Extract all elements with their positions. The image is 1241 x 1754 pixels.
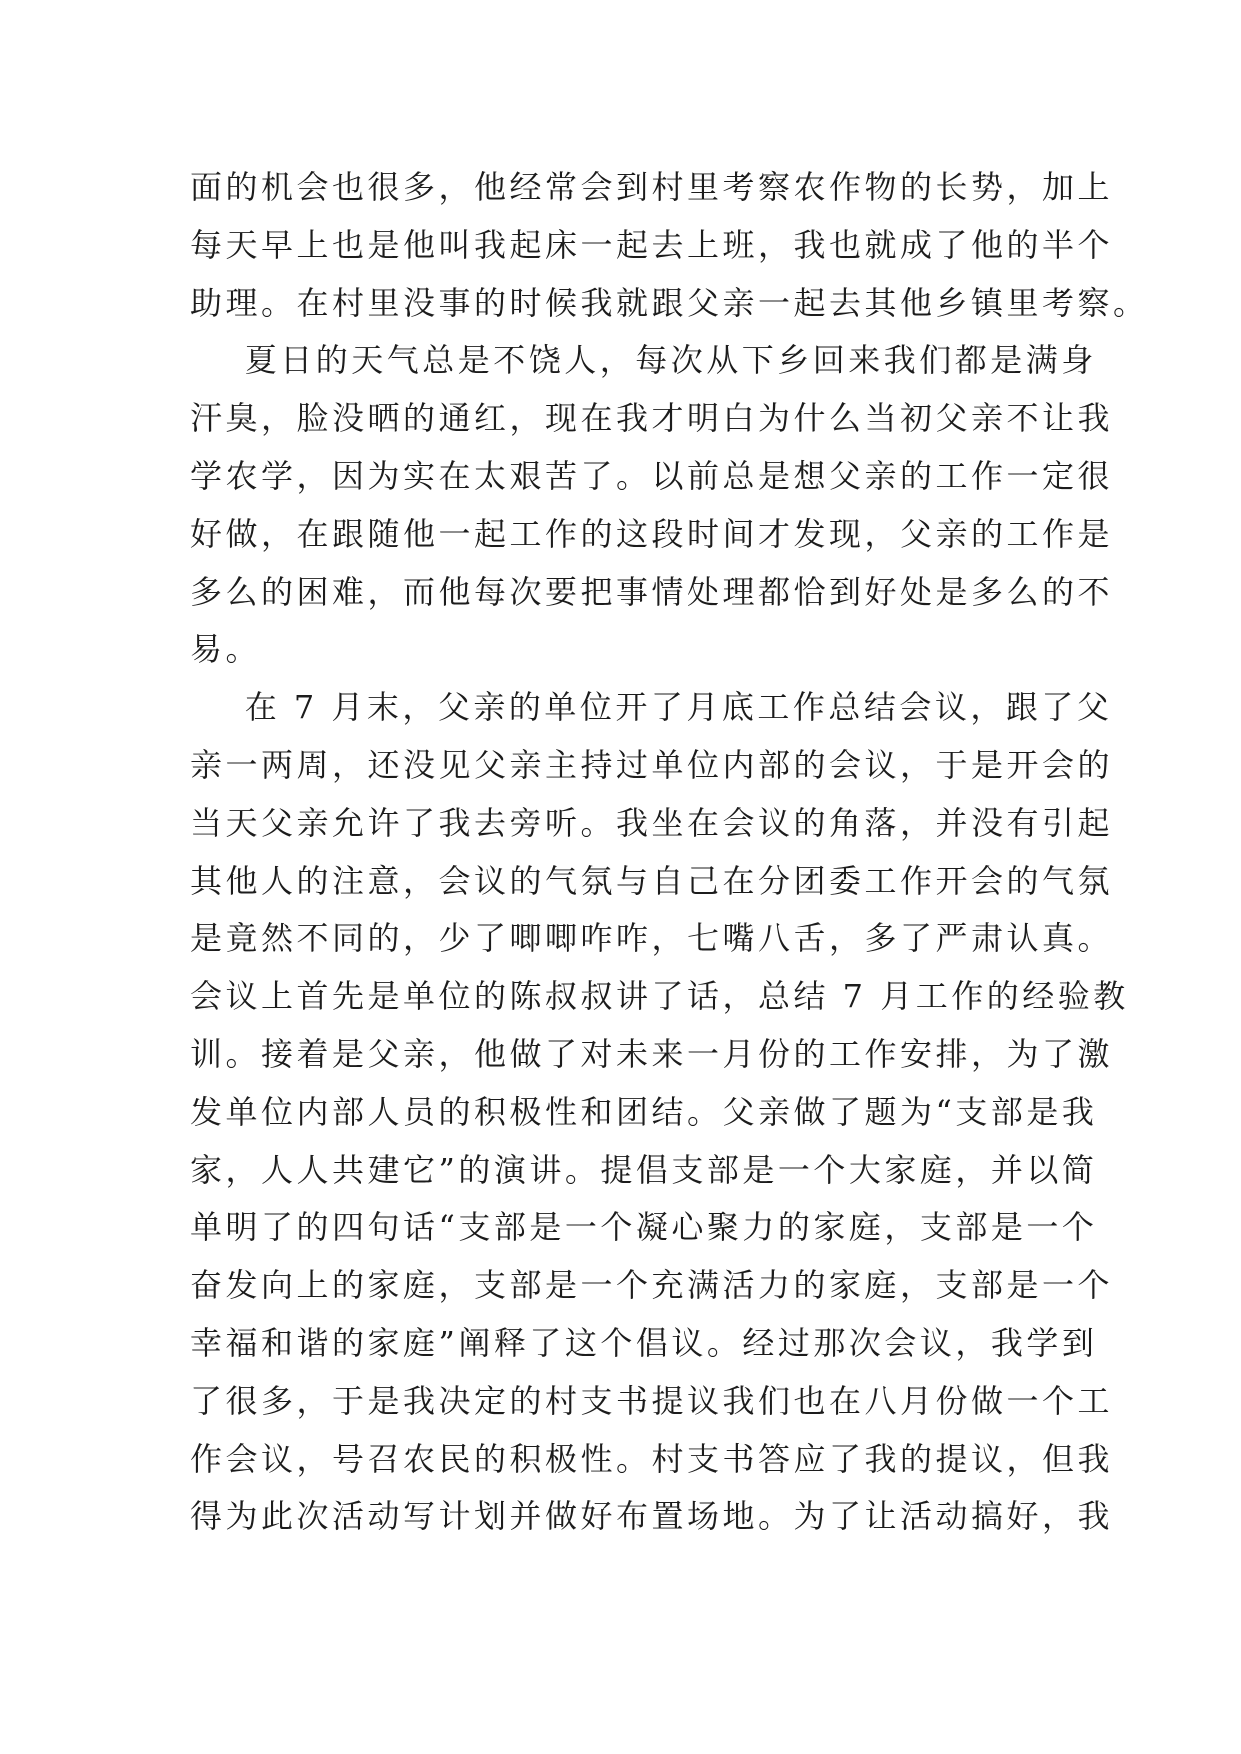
text-line: 面的机会也很多，他经常会到村里考察农作物的长势，加上	[190, 168, 1114, 206]
text-line: 单明了的四句话“支部是一个凝心聚力的家庭，支部是一个	[190, 1208, 1098, 1247]
text-line: 其他人的注意，会议的气氛与自己在分团委工作开会的气氛	[190, 861, 1114, 900]
body-text	[190, 159, 1149, 1546]
text-line: 会议上首先是单位的陈叔叔讲了话，总结 7 月工作的经验教	[190, 977, 1129, 1016]
text-line: 家，人人共建它”的演讲。提倡支部是一个大家庭，并以简	[190, 1150, 1098, 1189]
text-line: 学农学，因为实在太艰苦了。以前总是想父亲的工作一定很	[190, 456, 1114, 495]
text-line: 是竟然不同的，少了唧唧咋咋，七嘴八舌，多了严肃认真。	[190, 919, 1114, 958]
text-line: 发单位内部人员的积极性和团结。父亲做了题为“支部是我	[190, 1092, 1098, 1131]
text-line: 每天早上也是他叫我起床一起去上班，我也就成了他的半个	[190, 225, 1114, 264]
text-line: 亲一两周，还没见父亲主持过单位内部的会议，于是开会的	[190, 745, 1114, 784]
text-line: 汗臭，脸没晒的通红，现在我才明白为什么当初父亲不让我	[190, 399, 1114, 438]
text-line: 了很多，于是我决定的村支书提议我们也在八月份做一个工	[190, 1381, 1114, 1420]
text-line: 作会议，号召农民的积极性。村支书答应了我的提议，但我	[190, 1439, 1114, 1478]
text-line: 多么的困难，而他每次要把事情处理都恰到好处是多么的不	[190, 572, 1114, 611]
text-line: 训。接着是父亲，他做了对未来一月份的工作安排，为了激	[190, 1034, 1114, 1073]
text-line: 好做，在跟随他一起工作的这段时间才发现，父亲的工作是	[190, 514, 1114, 553]
text-line: 易。	[190, 630, 262, 669]
text-line: 在 7 月末，父亲的单位开了月底工作总结会议，跟了父	[190, 688, 1113, 727]
text-line: 奋发向上的家庭，支部是一个充满活力的家庭，支部是一个	[190, 1266, 1114, 1305]
text-line: 当天父亲允许了我去旁听。我坐在会议的角落，并没有引起	[190, 803, 1114, 842]
text-line: 幸福和谐的家庭”阐释了这个倡议。经过那次会议，我学到	[190, 1323, 1098, 1362]
text-line: 得为此次活动写计划并做好布置场地。为了让活动搞好，我	[190, 1497, 1114, 1536]
text-line: 夏日的天气总是不饶人，每次从下乡回来我们都是满身	[190, 341, 1097, 380]
text-line: 助理。在村里没事的时候我就跟父亲一起去其他乡镇里考察。	[190, 283, 1149, 322]
